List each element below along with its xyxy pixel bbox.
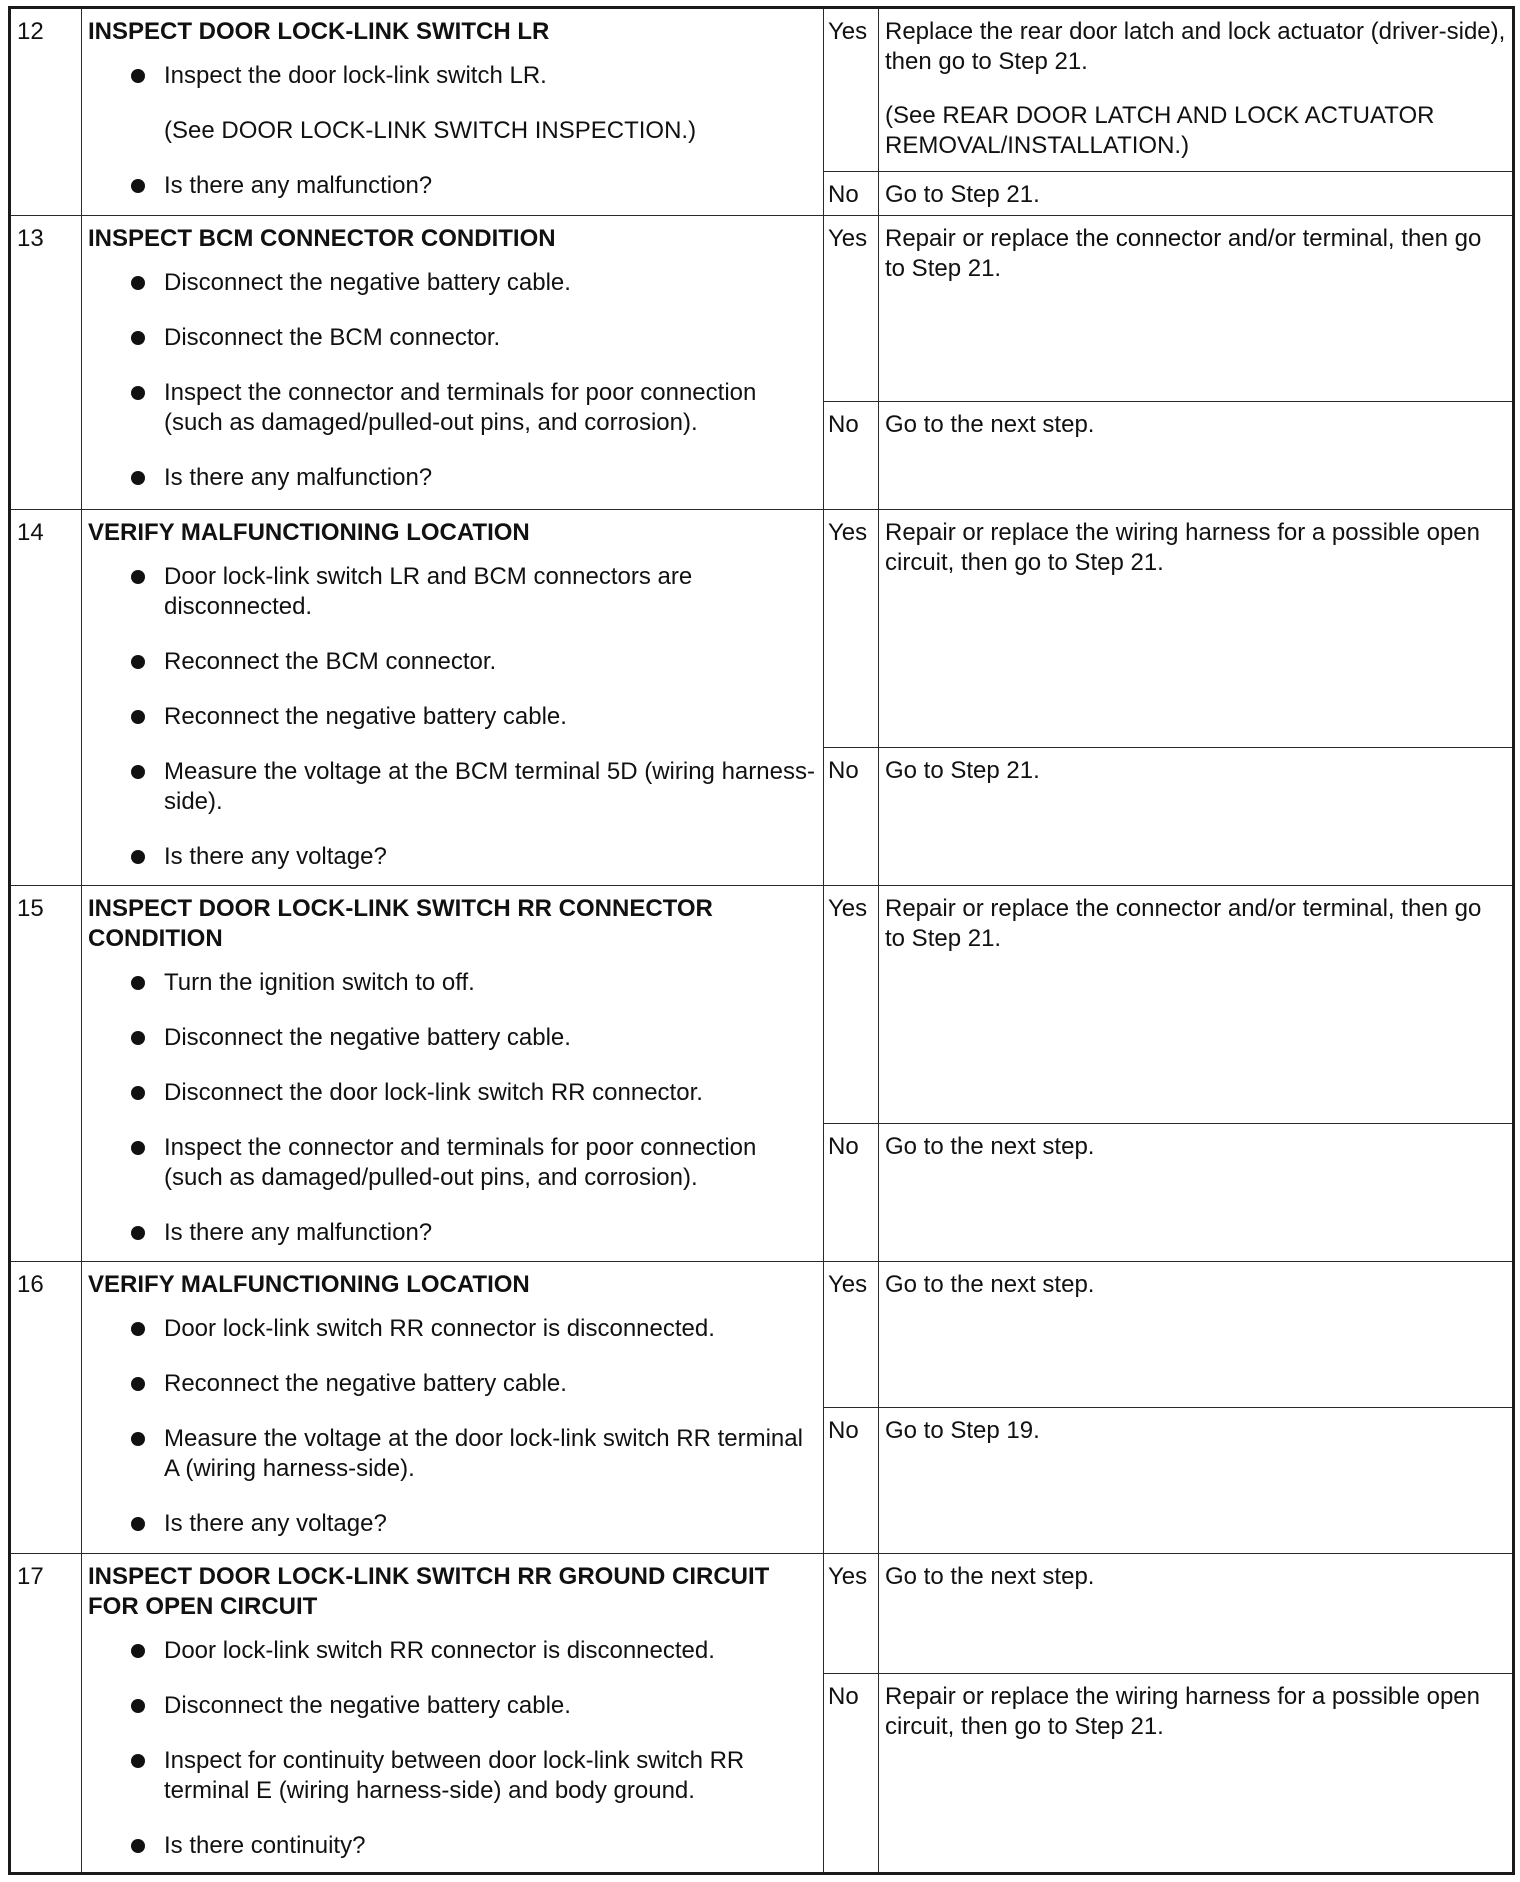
bullet-text: Reconnect the negative battery cable.: [164, 703, 567, 730]
bullet-icon: [131, 331, 145, 345]
bullet-text: Is there any voltage?: [164, 843, 387, 870]
action-cell: [879, 886, 1514, 1124]
bullet-text: Reconnect the BCM connector.: [164, 648, 497, 675]
bullet-icon: [131, 1839, 145, 1853]
bullet-icon: [131, 471, 145, 485]
step-row: [10, 1262, 1514, 1408]
step-title: INSPECT BCM CONNECTOR CONDITION: [88, 225, 556, 252]
bullet-text: Reconnect the negative battery cable.: [164, 1370, 567, 1397]
bullet-icon: [131, 1031, 145, 1045]
inspection-cell: [82, 1554, 824, 1874]
bullet-text: Inspect for continuity between door lock-link switch RR terminal E (wiring harness-side) and body ground.: [164, 1747, 745, 1804]
inspection-bullet-item: [88, 1369, 817, 1399]
inspection-bullet-item: [88, 1831, 817, 1861]
answer-yes: Yes: [824, 510, 879, 748]
inspection-bullet-item: [88, 1636, 817, 1666]
inspection-bullet-item: [88, 647, 817, 677]
bullet-text: Door lock-link switch RR connector is disconnected.: [164, 1315, 715, 1342]
step-row: [10, 1554, 1514, 1674]
step-row: [10, 8, 1514, 172]
bullet-icon: [131, 850, 145, 864]
step-title: VERIFY MALFUNCTIONING LOCATION: [88, 519, 530, 546]
inspection-bullet-item: [88, 1424, 817, 1484]
inspection-cell: [82, 510, 824, 886]
bullet-text: Disconnect the negative battery cable.: [164, 269, 571, 296]
action-reference-note: (See REAR DOOR LATCH AND LOCK ACTUATOR REMOVAL/INSTALLATION.): [885, 102, 1435, 159]
bullet-icon: [131, 69, 145, 83]
bullet-text: Inspect the connector and terminals for poor connection (such as damaged/pulled-out pins, and corrosion).: [164, 1134, 757, 1191]
bullet-icon: [131, 1432, 145, 1446]
action-text: Go to the next step.: [885, 1563, 1095, 1590]
bullet-text: Inspect the connector and terminals for poor connection (such as damaged/pulled-out pins, and corrosion).: [164, 379, 757, 436]
bullet-icon: [131, 1699, 145, 1713]
bullet-text: Inspect the door lock-link switch LR.: [164, 62, 547, 89]
answer-yes: Yes: [824, 1554, 879, 1674]
bullet-icon: [131, 386, 145, 400]
reference-note: (See DOOR LOCK-LINK SWITCH INSPECTION.): [164, 117, 697, 144]
step-title: INSPECT DOOR LOCK-LINK SWITCH RR CONNECTOR CONDITION: [88, 895, 713, 952]
bullet-icon: [131, 1377, 145, 1391]
action-text: Go to the next step.: [885, 411, 1095, 438]
step-title: INSPECT DOOR LOCK-LINK SWITCH LR: [88, 18, 550, 45]
diagnostic-procedure-table: [8, 6, 1515, 1875]
action-text: Go to Step 19.: [885, 1417, 1040, 1444]
action-cell: [879, 216, 1514, 402]
action-text: Repair or replace the wiring harness for a possible open circuit, then go to Step 21.: [885, 1683, 1480, 1740]
action-cell: [879, 1124, 1514, 1262]
action-text: Go to the next step.: [885, 1133, 1095, 1160]
inspection-bullet-item: [88, 757, 817, 817]
bullet-icon: [131, 1517, 145, 1531]
inspection-bullet-item: [88, 702, 817, 732]
bullet-text: Is there continuity?: [164, 1832, 366, 1859]
bullet-text: Is there any voltage?: [164, 1510, 387, 1537]
inspection-bullet-item: [88, 842, 817, 872]
action-cell: [879, 1262, 1514, 1408]
inspection-bullet-item: [88, 1314, 817, 1344]
diagnostic-table-body: [10, 8, 1514, 1874]
bullet-icon: [131, 1322, 145, 1336]
bullet-text: Disconnect the door lock-link switch RR connector.: [164, 1079, 703, 1106]
bullet-icon: [131, 1644, 145, 1658]
action-text: Go to Step 21.: [885, 757, 1040, 784]
step-title: VERIFY MALFUNCTIONING LOCATION: [88, 1271, 530, 1298]
action-cell: [879, 172, 1514, 216]
bullet-icon: [131, 179, 145, 193]
bullet-icon: [131, 1086, 145, 1100]
answer-no: No: [824, 748, 879, 886]
bullet-icon: [131, 276, 145, 290]
answer-no: No: [824, 1408, 879, 1554]
answer-no: No: [824, 1674, 879, 1874]
step-title: INSPECT DOOR LOCK-LINK SWITCH RR GROUND CIRCUIT FOR OPEN CIRCUIT: [88, 1563, 770, 1620]
inspection-bullet-item: [88, 1023, 817, 1053]
inspection-bullet-item: [88, 1218, 817, 1248]
step-number: 13: [10, 216, 82, 510]
inspection-bullet-item: [88, 378, 817, 438]
bullet-icon: [131, 1226, 145, 1240]
action-text: Go to Step 21.: [885, 181, 1040, 208]
bullet-icon: [131, 765, 145, 779]
inspection-bullet-item: [88, 323, 817, 353]
step-number: 17: [10, 1554, 82, 1874]
inspection-cell: [82, 216, 824, 510]
answer-yes: Yes: [824, 1262, 879, 1408]
answer-yes: Yes: [824, 216, 879, 402]
step-number: 14: [10, 510, 82, 886]
inspection-bullet-item: [88, 1746, 817, 1806]
bullet-icon: [131, 976, 145, 990]
bullet-icon: [131, 570, 145, 584]
bullet-text: Door lock-link switch LR and BCM connectors are disconnected.: [164, 563, 693, 620]
inspection-bullet-item: [88, 562, 817, 622]
inspection-bullet-item: [88, 463, 817, 493]
action-text: Repair or replace the connector and/or terminal, then go to Step 21.: [885, 225, 1482, 282]
bullet-icon: [131, 1754, 145, 1768]
answer-yes: Yes: [824, 8, 879, 172]
answer-no: No: [824, 172, 879, 216]
action-cell: [879, 1674, 1514, 1874]
bullet-text: Is there any malfunction?: [164, 464, 433, 491]
bullet-text: Turn the ignition switch to off.: [164, 969, 475, 996]
bullet-text: Door lock-link switch RR connector is disconnected.: [164, 1637, 715, 1664]
inspection-bullet-item: [88, 968, 817, 998]
action-text: Repair or replace the connector and/or terminal, then go to Step 21.: [885, 895, 1482, 952]
answer-no: No: [824, 402, 879, 510]
inspection-bullet-item: [88, 1691, 817, 1721]
inspection-bullet-item: [88, 1133, 817, 1193]
bullet-text: Is there any malfunction?: [164, 1219, 433, 1246]
action-text: Replace the rear door latch and lock actuator (driver-side), then go to Step 21.: [885, 18, 1506, 75]
bullet-text: Measure the voltage at the door lock-link switch RR terminal A (wiring harness-side).: [164, 1425, 803, 1482]
inspection-bullet-item: [88, 171, 817, 201]
step-number: 12: [10, 8, 82, 216]
bullet-text: Disconnect the BCM connector.: [164, 324, 501, 351]
bullet-icon: [131, 1141, 145, 1155]
inspection-cell: [82, 8, 824, 216]
inspection-cell: [82, 1262, 824, 1554]
step-row: [10, 886, 1514, 1124]
step-number: 16: [10, 1262, 82, 1554]
bullet-icon: [131, 655, 145, 669]
action-cell: [879, 8, 1514, 172]
inspection-bullet-item: [88, 61, 817, 91]
action-cell: [879, 510, 1514, 748]
step-number: 15: [10, 886, 82, 1262]
action-cell: [879, 402, 1514, 510]
inspection-cell: [82, 886, 824, 1262]
action-cell: [879, 748, 1514, 886]
inspection-bullet-item: [88, 1078, 817, 1108]
bullet-text: Is there any malfunction?: [164, 172, 433, 199]
inspection-bullet-item: [88, 1509, 817, 1539]
action-cell: [879, 1554, 1514, 1674]
bullet-text: Disconnect the negative battery cable.: [164, 1692, 571, 1719]
answer-yes: Yes: [824, 886, 879, 1124]
step-row: [10, 510, 1514, 748]
bullet-text: Disconnect the negative battery cable.: [164, 1024, 571, 1051]
step-row: [10, 216, 1514, 402]
action-cell: [879, 1408, 1514, 1554]
inspection-bullet-item: [88, 268, 817, 298]
bullet-icon: [131, 710, 145, 724]
action-text: Repair or replace the wiring harness for a possible open circuit, then go to Step 21.: [885, 519, 1480, 576]
bullet-text: Measure the voltage at the BCM terminal 5D (wiring harness-side).: [164, 758, 815, 815]
answer-no: No: [824, 1124, 879, 1262]
action-text: Go to the next step.: [885, 1271, 1095, 1298]
